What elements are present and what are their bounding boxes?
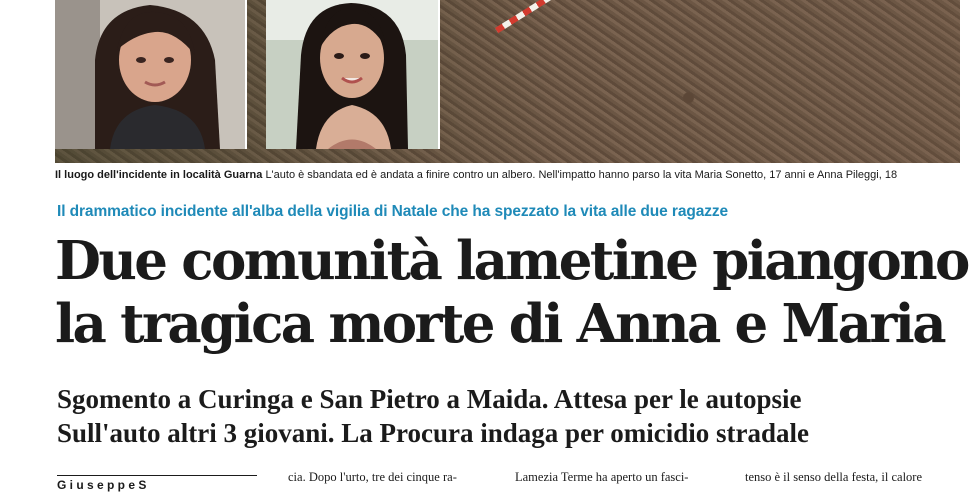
portrait-2-illustration [266, 0, 438, 149]
body-column-2-line: cia. Dopo l'urto, tre dei cinque ra- [288, 470, 457, 484]
byline-fragment: G i u s e p p e S [57, 478, 147, 492]
article-headline [55, 230, 968, 356]
portrait-1-illustration [55, 0, 245, 149]
subhead-line-2: Sull'auto altri 3 giovani. La Procura indaga per omicidio stradale [57, 418, 810, 448]
body-column-3-line: Lamezia Terme ha aperto un fasci- [515, 470, 689, 484]
caption-lead: Il luogo dell'incidente in località Guarna [55, 169, 263, 181]
caption-text: L'auto è sbandata ed è andata a finire contro un albero. Nell'impatto hanno parso la vita Maria Sonetto, 17 anni e Anna Pileggi, 18 [265, 169, 898, 181]
photo-caption [55, 168, 970, 182]
portrait-photo-1 [55, 0, 247, 149]
headline-line-1: Due comunità lametine piangono [55, 230, 968, 292]
portrait-photo-2 [266, 0, 440, 149]
column-divider-rule [57, 475, 257, 476]
article-subhead [57, 382, 957, 450]
headline-line-2: la tragica morte di Anna e Maria [55, 293, 944, 355]
body-column-4-line: tenso è il senso della festa, il calore [745, 470, 923, 484]
article-kicker: Il drammatico incidente all'alba della vigilia di Natale che ha spezzato la vita alle due ragazze [57, 203, 729, 220]
subhead-line-1: Sgomento a Curinga e San Pietro a Maida. Attesa per le autopsie [57, 384, 802, 414]
